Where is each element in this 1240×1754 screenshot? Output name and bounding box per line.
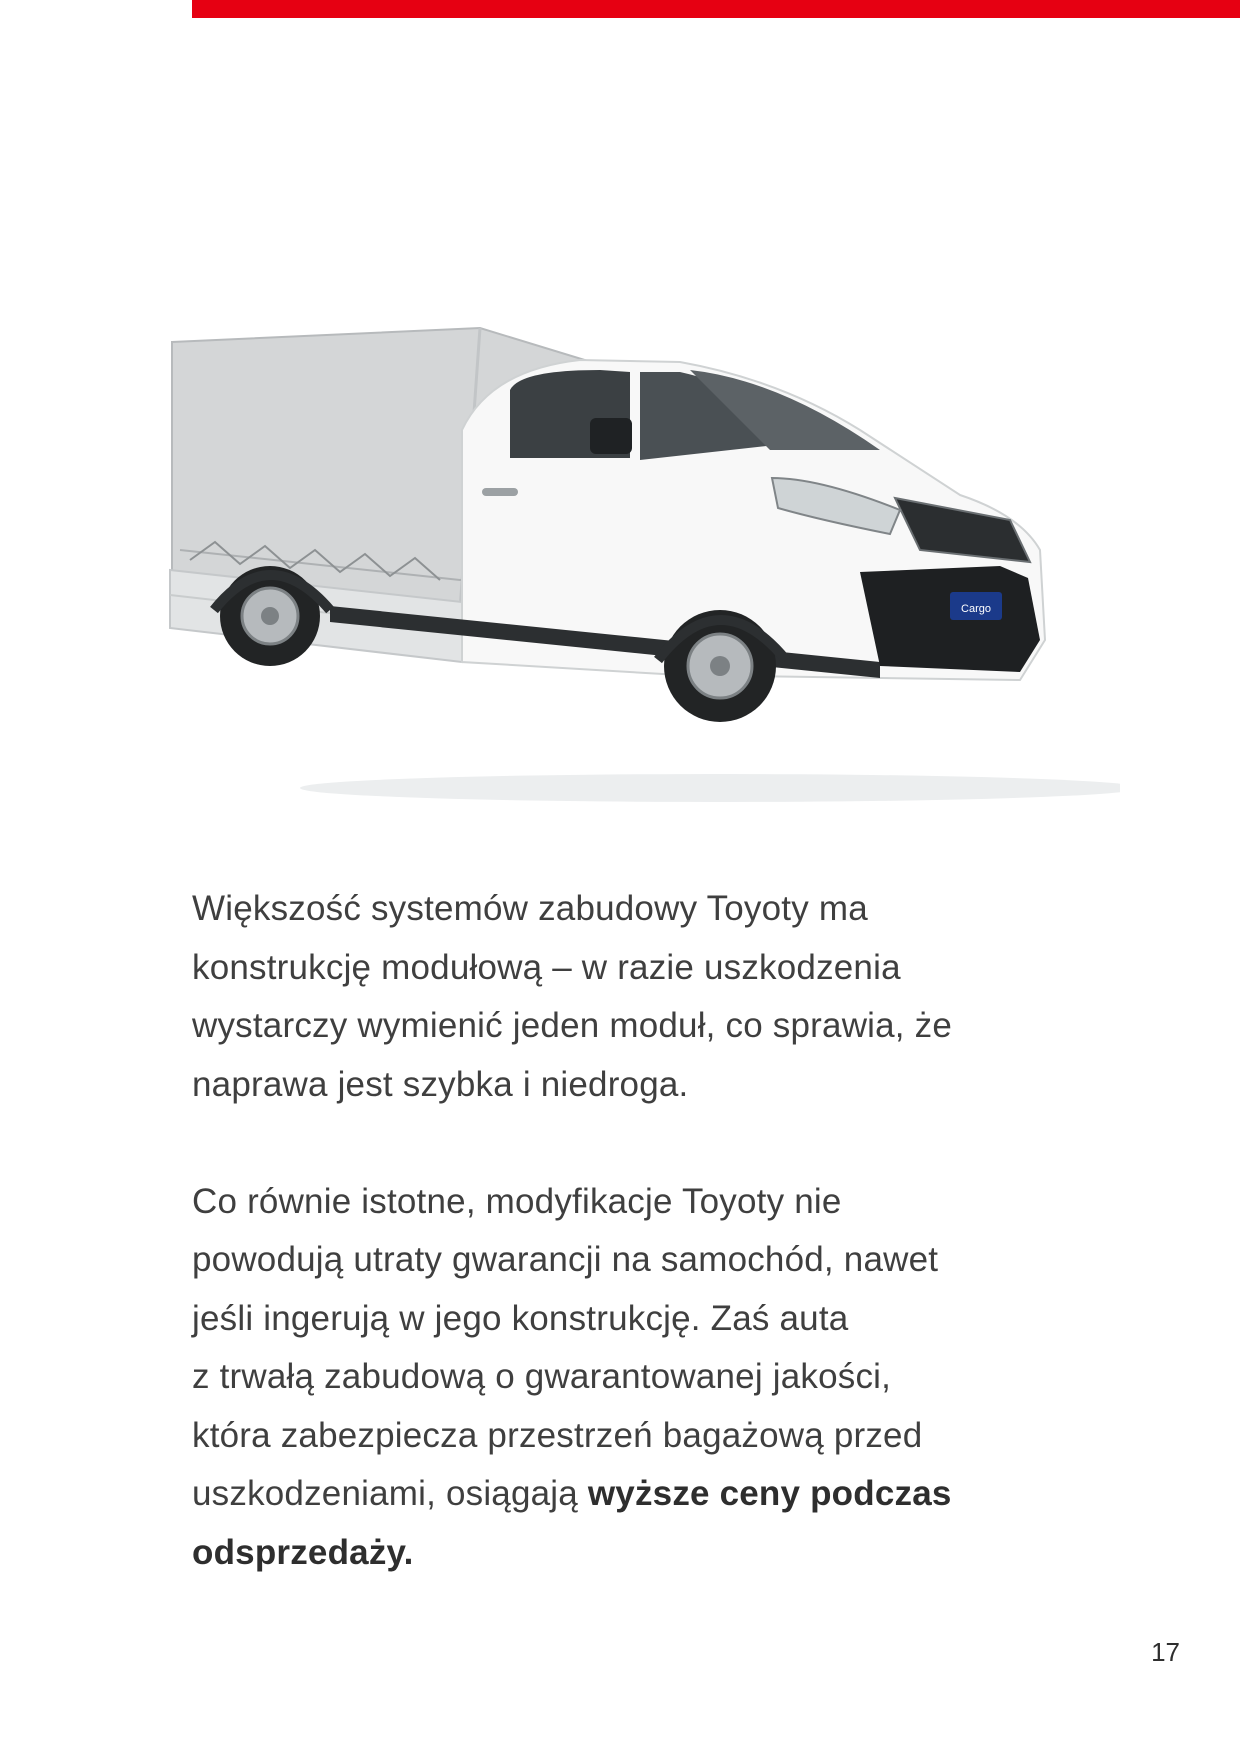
paragraph-1: [192, 880, 1072, 1114]
text-line: konstrukcję modułową – w razie uszkodzenia: [192, 947, 901, 987]
paragraph-2: [192, 1173, 1072, 1583]
text-line: Większość systemów zabudowy Toyoty ma: [192, 889, 868, 928]
text-line: powodują utraty gwarancji na samochód, nawet: [192, 1240, 939, 1279]
text-line: która zabezpiecza przestrzeń bagażową przed: [192, 1415, 923, 1455]
text-line: z trwałą zabudową o gwarantowanej jakości,: [192, 1357, 892, 1396]
badge-text: Cargo: [961, 603, 991, 615]
text-line: jeśli ingerują w jego konstrukcję. Zaś auta: [192, 1298, 849, 1338]
emphasis-text: wyższe ceny podczas: [587, 1474, 952, 1513]
body-text: [192, 880, 1072, 1582]
van-with-canopy-icon: [160, 310, 1120, 830]
text-line: wystarczy wymienić jeden moduł, co sprawia, że: [192, 1006, 953, 1045]
text-line: Co równie istotne, modyfikacje Toyoty nie: [192, 1181, 842, 1221]
text-line: naprawa jest szybka i niedroga.: [192, 1064, 689, 1104]
top-accent-bar: [192, 0, 1240, 18]
vehicle-image: [160, 310, 1120, 830]
page-number: 17: [1151, 1637, 1180, 1667]
text-line: uszkodzeniami, osiągają: [192, 1474, 588, 1513]
emphasis-text: odsprzedaży.: [192, 1532, 414, 1572]
